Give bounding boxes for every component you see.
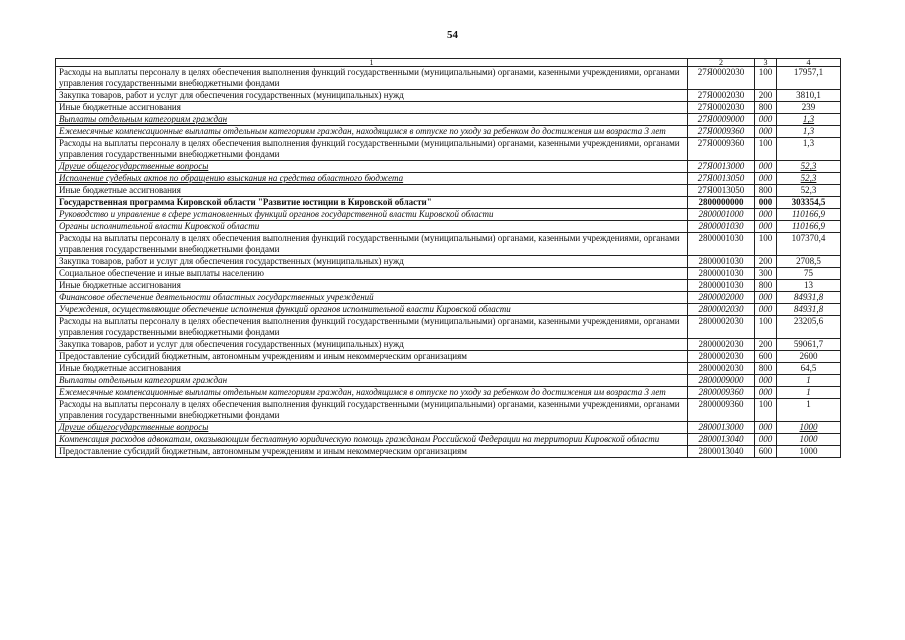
row-type	[755, 114, 777, 126]
row-code-text: 2800013040	[698, 446, 744, 456]
row-code	[688, 173, 755, 185]
table-row	[56, 434, 841, 446]
row-code-text: 27Я0013050	[697, 173, 745, 183]
row-code-text: 2800002000	[698, 292, 744, 302]
header-col-4: 4	[777, 59, 841, 67]
table-row	[56, 268, 841, 280]
row-code-text: 2800001030	[698, 233, 744, 243]
row-name-text: Иные бюджетные ассигнования	[59, 102, 181, 112]
row-value	[777, 161, 841, 173]
row-name	[56, 209, 688, 221]
row-type-text: 000	[758, 114, 773, 124]
row-code	[688, 102, 755, 114]
row-type-text: 000	[758, 387, 773, 397]
row-type	[755, 434, 777, 446]
row-type	[755, 185, 777, 197]
row-value	[777, 375, 841, 387]
row-name	[56, 268, 688, 280]
row-type	[755, 292, 777, 304]
row-name	[56, 114, 688, 126]
row-type	[755, 221, 777, 233]
row-code	[688, 161, 755, 173]
row-value	[777, 339, 841, 351]
row-name	[56, 256, 688, 268]
row-code-text: 2800000000	[698, 197, 744, 207]
row-code-text: 2800009000	[698, 375, 744, 385]
row-name	[56, 67, 688, 90]
row-type-text: 000	[758, 221, 773, 231]
row-code	[688, 67, 755, 90]
row-name-text: Государственная программа Кировской области "Развитие юстиции в Кировской области"	[59, 197, 432, 207]
row-type	[755, 339, 777, 351]
row-type-text: 300	[758, 268, 773, 278]
row-type	[755, 197, 777, 209]
row-code	[688, 375, 755, 387]
row-type	[755, 375, 777, 387]
row-type-text: 600	[758, 446, 773, 456]
row-code	[688, 197, 755, 209]
row-type	[755, 268, 777, 280]
row-name-text: Ежемесячные компенсационные выплаты отдельным категориям граждан, находящимся в отпуске по уходу за ребенком до достижения им возраста 3 лет	[59, 387, 666, 397]
table-row	[56, 126, 841, 138]
row-value	[777, 316, 841, 339]
row-name	[56, 138, 688, 161]
row-type-text: 100	[758, 233, 773, 243]
row-code-text: 2800001030	[698, 268, 744, 278]
row-type	[755, 304, 777, 316]
row-name	[56, 399, 688, 422]
row-value-text: 1000	[799, 434, 818, 444]
row-code	[688, 387, 755, 399]
row-type	[755, 209, 777, 221]
table-row	[56, 375, 841, 387]
row-name-text: Расходы на выплаты персоналу в целях обеспечения выполнения функций государственными (муниципальными) органами, казенными учреждениями, органами управления государственными внебюджетными фондами	[59, 138, 680, 159]
row-value	[777, 280, 841, 292]
row-value-text: 107370,4	[791, 233, 826, 243]
row-type	[755, 233, 777, 256]
row-value	[777, 434, 841, 446]
row-type-text: 000	[758, 126, 773, 136]
row-value	[777, 126, 841, 138]
row-name-text: Иные бюджетные ассигнования	[59, 185, 181, 195]
row-code	[688, 339, 755, 351]
row-type	[755, 422, 777, 434]
header-col-3: 3	[755, 59, 777, 67]
row-name	[56, 161, 688, 173]
row-code	[688, 138, 755, 161]
row-type	[755, 102, 777, 114]
table-row	[56, 138, 841, 161]
row-value	[777, 422, 841, 434]
row-code	[688, 351, 755, 363]
row-name	[56, 351, 688, 363]
row-name-text: Закупка товаров, работ и услуг для обеспечения государственных (муниципальных) нужд	[59, 256, 404, 266]
row-name-text: Финансовое обеспечение деятельности областных государственных учреждений	[59, 292, 374, 302]
row-value-text: 84931,8	[793, 292, 824, 302]
row-code-text: 2800001000	[698, 209, 744, 219]
row-code-text: 2800009360	[698, 399, 744, 409]
table-row	[56, 339, 841, 351]
row-value	[777, 102, 841, 114]
row-type-text: 000	[758, 209, 773, 219]
row-name	[56, 446, 688, 458]
row-type-text: 000	[758, 304, 773, 314]
row-type	[755, 387, 777, 399]
row-value	[777, 387, 841, 399]
row-code-text: 27Я0002030	[697, 67, 745, 77]
row-name	[56, 375, 688, 387]
row-value	[777, 233, 841, 256]
budget-table	[55, 58, 841, 458]
row-code	[688, 422, 755, 434]
row-value-text: 1000	[799, 446, 818, 456]
row-value-text: 110166,9	[791, 221, 826, 231]
row-name	[56, 126, 688, 138]
row-name-text: Выплаты отдельным категориям граждан	[59, 375, 228, 385]
row-code-text: 2800001030	[698, 256, 744, 266]
table-row	[56, 90, 841, 102]
table-row	[56, 221, 841, 233]
row-name-text: Учреждения, осуществляющие обеспечение исполнения функций органов исполнительной власти Кировской области	[59, 304, 511, 314]
row-type	[755, 90, 777, 102]
row-value-text: 1000	[799, 422, 818, 432]
table-row	[56, 185, 841, 197]
row-name-text: Закупка товаров, работ и услуг для обеспечения государственных (муниципальных) нужд	[59, 90, 404, 100]
table-row	[56, 233, 841, 256]
row-code	[688, 292, 755, 304]
row-code	[688, 304, 755, 316]
row-code-text: 2800002030	[698, 304, 744, 314]
row-value	[777, 114, 841, 126]
row-name	[56, 316, 688, 339]
row-type	[755, 280, 777, 292]
row-value	[777, 221, 841, 233]
row-type-text: 000	[758, 422, 773, 432]
row-type-text: 000	[758, 197, 773, 207]
row-value	[777, 173, 841, 185]
row-code	[688, 268, 755, 280]
row-code	[688, 280, 755, 292]
row-type-text: 100	[758, 316, 773, 326]
row-value-text: 84931,8	[793, 304, 824, 314]
row-value	[777, 256, 841, 268]
row-type-text: 000	[758, 173, 773, 183]
row-type-text: 800	[758, 102, 773, 112]
row-type	[755, 173, 777, 185]
row-code	[688, 126, 755, 138]
row-code-text: 2800002030	[698, 363, 744, 373]
row-code	[688, 363, 755, 375]
row-name	[56, 422, 688, 434]
row-type-text: 800	[758, 185, 773, 195]
row-code	[688, 434, 755, 446]
row-code	[688, 446, 755, 458]
row-name-text: Расходы на выплаты персоналу в целях обеспечения выполнения функций государственными (муниципальными) органами, казенными учреждениями, органами управления государственными внебюджетными фондами	[59, 233, 680, 254]
row-type-text: 000	[758, 161, 773, 171]
row-type	[755, 161, 777, 173]
row-value	[777, 138, 841, 161]
row-code-text: 2800002030	[698, 316, 744, 326]
row-type	[755, 138, 777, 161]
table-row	[56, 209, 841, 221]
table-row	[56, 280, 841, 292]
row-name	[56, 434, 688, 446]
row-name-text: Иные бюджетные ассигнования	[59, 363, 181, 373]
row-type-text: 100	[758, 138, 773, 148]
row-code-text: 27Я0002030	[697, 102, 745, 112]
row-code-text: 27Я0013000	[697, 161, 745, 171]
row-value-text: 1,3	[802, 126, 815, 136]
table-row	[56, 292, 841, 304]
table-row	[56, 351, 841, 363]
row-name-text: Иные бюджетные ассигнования	[59, 280, 181, 290]
table-row	[56, 67, 841, 90]
header-col-2: 2	[688, 59, 755, 67]
row-code-text: 2800009360	[698, 387, 744, 397]
row-value	[777, 90, 841, 102]
row-type-text: 000	[758, 292, 773, 302]
row-value-text: 13	[804, 280, 813, 290]
row-value	[777, 292, 841, 304]
row-value-text: 52,3	[800, 173, 817, 183]
row-name-text: Закупка товаров, работ и услуг для обеспечения государственных (муниципальных) нужд	[59, 339, 404, 349]
table-row	[56, 387, 841, 399]
row-value-text: 64,5	[800, 363, 817, 373]
row-name-text: Расходы на выплаты персоналу в целях обеспечения выполнения функций государственными (муниципальными) органами, казенными учреждениями, органами управления государственными внебюджетными фондами	[59, 67, 680, 88]
row-name-text: Предоставление субсидий бюджетным, автономным учреждениям и иным некоммерческим организациям	[59, 351, 467, 361]
row-name	[56, 90, 688, 102]
table-row	[56, 161, 841, 173]
row-value	[777, 351, 841, 363]
row-value	[777, 185, 841, 197]
row-name	[56, 292, 688, 304]
row-code-text: 2800002030	[698, 339, 744, 349]
header-row	[56, 59, 841, 67]
row-name	[56, 221, 688, 233]
row-value	[777, 446, 841, 458]
row-name	[56, 233, 688, 256]
row-type-text: 100	[758, 67, 773, 77]
row-code-text: 2800001030	[698, 221, 744, 231]
row-code	[688, 114, 755, 126]
row-code-text: 2800013000	[698, 422, 744, 432]
row-value	[777, 67, 841, 90]
row-type	[755, 446, 777, 458]
row-value-text: 75	[804, 268, 813, 278]
row-value-text: 52,3	[800, 185, 817, 195]
row-name-text: Предоставление субсидий бюджетным, автономным учреждениям и иным некоммерческим организациям	[59, 446, 467, 456]
row-value-text: 1,3	[802, 114, 815, 124]
row-type	[755, 126, 777, 138]
row-value	[777, 197, 841, 209]
page-number: 54	[447, 29, 458, 41]
row-type-text: 200	[758, 90, 773, 100]
row-value-text: 52,3	[800, 161, 817, 171]
row-name-text: Выплаты отдельным категориям граждан	[59, 114, 228, 124]
row-value	[777, 363, 841, 375]
row-name-text: Расходы на выплаты персоналу в целях обеспечения выполнения функций государственными (муниципальными) органами, казенными учреждениями, органами управления государственными внебюджетными фондами	[59, 316, 680, 337]
row-name	[56, 197, 688, 209]
header-col-1: 1	[56, 59, 688, 67]
row-code	[688, 90, 755, 102]
row-type-text: 800	[758, 280, 773, 290]
row-value	[777, 304, 841, 316]
table-row	[56, 316, 841, 339]
table-row	[56, 422, 841, 434]
row-code	[688, 256, 755, 268]
row-code-text: 27Я0013050	[697, 185, 745, 195]
row-code	[688, 221, 755, 233]
table-row	[56, 102, 841, 114]
row-value-text: 303354,5	[791, 197, 826, 207]
row-name-text: Компенсация расходов адвокатам, оказывающим бесплатную юридическую помощь гражданам Российской Федерации на территории Кировской области	[59, 434, 660, 444]
row-type-text: 600	[758, 351, 773, 361]
table-row	[56, 363, 841, 375]
row-name-text: Ежемесячные компенсационные выплаты отдельным категориям граждан, находящимся в отпуске по уходу за ребенком до достижения им возраста 3 лет	[59, 126, 666, 136]
row-code	[688, 209, 755, 221]
row-code	[688, 399, 755, 422]
row-name	[56, 339, 688, 351]
row-value-text: 1	[806, 387, 811, 397]
row-value	[777, 399, 841, 422]
row-name	[56, 304, 688, 316]
row-code-text: 27Я0009360	[697, 138, 745, 148]
row-code	[688, 233, 755, 256]
row-code	[688, 185, 755, 197]
row-code-text: 2800002030	[698, 351, 744, 361]
table-row	[56, 399, 841, 422]
row-value-text: 1	[806, 375, 811, 385]
row-code-text: 2800001030	[698, 280, 744, 290]
row-type	[755, 399, 777, 422]
row-type-text: 200	[758, 339, 773, 349]
row-name-text: Расходы на выплаты персоналу в целях обеспечения выполнения функций государственными (муниципальными) органами, казенными учреждениями, органами управления государственными внебюджетными фондами	[59, 399, 680, 420]
row-name-text: Другие общегосударственные вопросы	[59, 161, 209, 171]
row-name-text: Исполнение судебных актов по обращению взыскания на средства областного бюджета	[59, 173, 404, 183]
row-type	[755, 316, 777, 339]
row-value-text: 2600	[799, 351, 818, 361]
row-type-text: 100	[758, 399, 773, 409]
row-type	[755, 67, 777, 90]
row-type-text: 800	[758, 363, 773, 373]
table-row	[56, 256, 841, 268]
row-value-text: 1	[806, 399, 811, 409]
row-name	[56, 280, 688, 292]
row-value-text: 110166,9	[791, 209, 826, 219]
table-row	[56, 114, 841, 126]
row-value-text: 23205,6	[793, 316, 824, 326]
row-value-text: 239	[801, 102, 816, 112]
row-type	[755, 351, 777, 363]
row-type-text: 000	[758, 434, 773, 444]
row-code-text: 27Я0009000	[697, 114, 745, 124]
row-name	[56, 173, 688, 185]
row-type	[755, 363, 777, 375]
row-value-text: 3810,1	[796, 90, 821, 100]
row-value	[777, 268, 841, 280]
row-name-text: Социальное обеспечение и иные выплаты населению	[59, 268, 264, 278]
row-code-text: 2800013040	[698, 434, 744, 444]
row-code-text: 27Я0009360	[697, 126, 745, 136]
table-row	[56, 197, 841, 209]
row-value-text: 2708,5	[796, 256, 821, 266]
row-code-text: 27Я0002030	[697, 90, 745, 100]
row-name	[56, 185, 688, 197]
row-name-text: Руководство и управление в сфере установленных функций органов государственной власти Кировской области	[59, 209, 494, 219]
row-name-text: Органы исполнительной власти Кировской области	[59, 221, 260, 231]
row-value	[777, 209, 841, 221]
row-type-text: 200	[758, 256, 773, 266]
row-value-text: 17957,1	[793, 67, 824, 77]
table-row	[56, 446, 841, 458]
row-type	[755, 256, 777, 268]
table-row	[56, 304, 841, 316]
row-code	[688, 316, 755, 339]
row-value-text: 59061,7	[793, 339, 824, 349]
row-name	[56, 387, 688, 399]
row-name-text: Другие общегосударственные вопросы	[59, 422, 209, 432]
table-row	[56, 173, 841, 185]
row-name	[56, 102, 688, 114]
row-value-text: 1,3	[802, 138, 815, 148]
row-type-text: 000	[758, 375, 773, 385]
row-name	[56, 363, 688, 375]
